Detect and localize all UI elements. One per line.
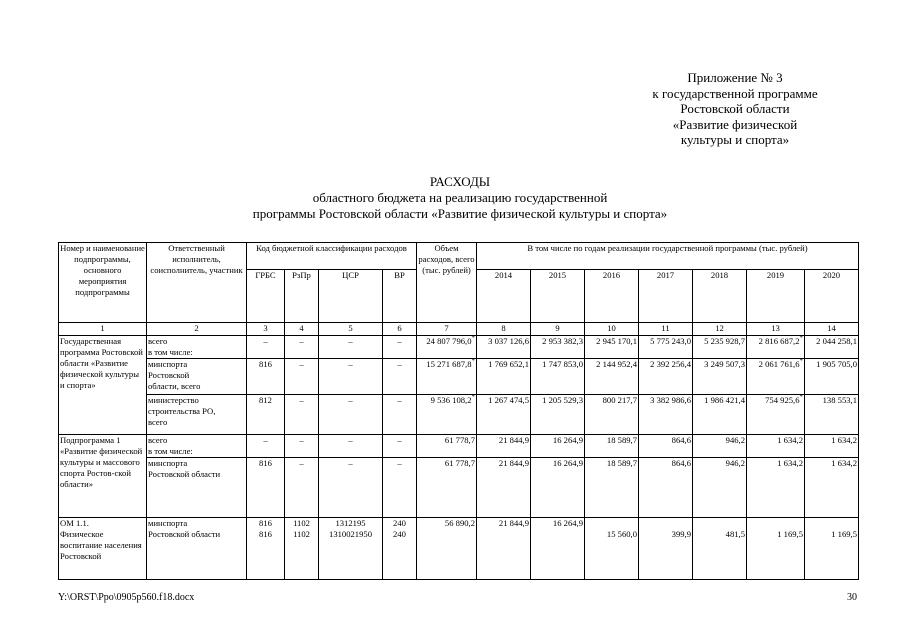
year-value: 5 235 928,7: [704, 336, 745, 346]
footnote-mark: *: [471, 335, 475, 343]
year-value-cell: [531, 518, 585, 580]
year-value-cell: [639, 458, 693, 518]
year-value: 946,2: [725, 458, 745, 468]
column-index: 4: [285, 323, 319, 336]
csr-cell: –: [319, 359, 383, 395]
executor-cell: минспорта Ростовской области, всего: [147, 359, 247, 395]
header-rzpr: РзПр: [285, 270, 319, 323]
table-row: [59, 518, 859, 580]
page-number: 30: [847, 592, 857, 603]
year-value-cell: [693, 359, 747, 395]
year-value-cell: [639, 395, 693, 435]
year-value-cell: [639, 336, 693, 359]
rzpr-cell: 1102 1102: [285, 518, 319, 580]
vr-cell: –: [383, 458, 417, 518]
column-index: 9: [531, 323, 585, 336]
year-value: 800 217,7: [602, 395, 637, 405]
expenses-table: [58, 242, 859, 580]
year-value: 16 264,9: [552, 458, 583, 468]
header-year: 2015: [531, 270, 585, 323]
year-value-cell: [693, 395, 747, 435]
appendix-block: [620, 70, 850, 148]
year-value: 2 945 170,1: [596, 336, 637, 346]
title-heading: РАСХОДЫ: [429, 174, 491, 189]
column-index: 6: [383, 323, 417, 336]
rzpr-cell: –: [285, 336, 319, 359]
year-value: 1 634,2: [777, 458, 803, 468]
year-value-cell: [747, 395, 805, 435]
total-value: 56 890,2: [444, 518, 475, 528]
year-value-cell: [531, 435, 585, 458]
vr-cell: 240 240: [383, 518, 417, 580]
appendix-line: Ростовской области: [680, 101, 790, 116]
year-value: 138 553,1: [822, 395, 857, 405]
table-row: [59, 435, 859, 458]
total-cell: [417, 395, 477, 435]
rzpr-cell: –: [285, 359, 319, 395]
year-value-cell: [639, 518, 693, 580]
year-value: 1 769 652,1: [488, 359, 529, 369]
year-value: 15 560,0: [606, 529, 637, 539]
grbs-cell: –: [247, 435, 285, 458]
table-row: [59, 458, 859, 518]
year-value-cell: [693, 458, 747, 518]
year-value-cell: [747, 359, 805, 395]
year-value: 2 061 761,6: [758, 359, 800, 369]
total-value: 61 778,7: [444, 435, 475, 445]
year-value: 3 249 507,3: [704, 359, 745, 369]
year-value-cell: [531, 458, 585, 518]
year-value: 1 905 705,0: [816, 359, 857, 369]
year-value-cell: [693, 518, 747, 580]
csr-cell: 1312195 1310021950: [319, 518, 383, 580]
document-title: [180, 174, 740, 222]
year-value-cell: [477, 359, 531, 395]
title-line: областного бюджета на реализацию государственной: [312, 190, 608, 205]
grbs-cell: 812: [247, 395, 285, 435]
column-index: 5: [319, 323, 383, 336]
year-value-cell: [585, 435, 639, 458]
year-value-cell: [585, 458, 639, 518]
column-index: 10: [585, 323, 639, 336]
year-value: 1 634,2: [831, 458, 857, 468]
year-value-cell: [693, 435, 747, 458]
year-value: 1 986 421,4: [704, 395, 745, 405]
header-name: Номер и наименование подпрограммы, основного мероприятия подпрограммы: [59, 243, 147, 323]
program-name-cell: Государственная программа Ростовской области «Развитие физической культуры и спорта»: [59, 336, 147, 435]
header-year: 2020: [805, 270, 859, 323]
column-index: 11: [639, 323, 693, 336]
total-value: 61 778,7: [444, 458, 475, 468]
footnote-mark: *: [799, 394, 803, 402]
appendix-line: к государственной программе: [652, 85, 818, 101]
header-year: 2016: [585, 270, 639, 323]
year-value-cell: [477, 395, 531, 435]
year-value-cell: [805, 458, 859, 518]
column-index: 14: [805, 323, 859, 336]
year-value-cell: [805, 435, 859, 458]
year-value: 864,6: [671, 435, 691, 445]
year-value-cell: [531, 395, 585, 435]
executor-cell: минспорта Ростовской области: [147, 518, 247, 580]
year-value: 2 953 382,3: [542, 336, 583, 346]
year-value-cell: [747, 518, 805, 580]
vr-cell: –: [383, 435, 417, 458]
table-row: [59, 359, 859, 395]
header-total: Объем расходов, всего (тыс. рублей): [417, 243, 477, 323]
year-value-cell: [747, 336, 805, 359]
executor-cell: министерство строительства РО, всего: [147, 395, 247, 435]
year-value: 1 169,5: [831, 529, 857, 539]
year-value-cell: [531, 336, 585, 359]
year-value: 399,9: [671, 529, 691, 539]
year-value-cell: [805, 518, 859, 580]
footnote-mark: *: [799, 358, 803, 366]
vr-cell: –: [383, 395, 417, 435]
vr-cell: –: [383, 336, 417, 359]
total-value: 9 536 108,2: [430, 395, 472, 405]
header-year: 2014: [477, 270, 531, 323]
year-value-cell: [693, 336, 747, 359]
header-code-group: Код бюджетной классификации расходов: [247, 243, 417, 270]
year-value-cell: [639, 435, 693, 458]
year-value-cell: [585, 518, 639, 580]
total-cell: [417, 435, 477, 458]
year-value-cell: [477, 435, 531, 458]
year-value: 754 925,6: [765, 395, 800, 405]
grbs-cell: 816: [247, 458, 285, 518]
year-value: 3 382 986,6: [650, 395, 691, 405]
year-value: 2 144 952,4: [596, 359, 637, 369]
column-index: 8: [477, 323, 531, 336]
year-value: 21 844,9: [498, 458, 529, 468]
csr-cell: –: [319, 435, 383, 458]
executor-cell: минспорта Ростовской области: [147, 458, 247, 518]
year-value: 864,6: [671, 458, 691, 468]
year-value: 5 775 243,0: [650, 336, 691, 346]
year-value: 16 264,9: [552, 518, 583, 528]
footnote-mark: *: [471, 358, 475, 366]
total-cell: [417, 518, 477, 580]
year-value-cell: [531, 359, 585, 395]
table-row: [59, 336, 859, 359]
title-line: программы Ростовской области «Развитие физической культуры и спорта»: [252, 206, 668, 221]
year-value-cell: [805, 395, 859, 435]
rzpr-cell: –: [285, 395, 319, 435]
program-name-cell: ОМ 1.1. Физическое воспитание населения Ростовской: [59, 518, 147, 580]
csr-cell: –: [319, 336, 383, 359]
total-cell: [417, 336, 477, 359]
grbs-cell: 816: [247, 359, 285, 395]
year-value-cell: [585, 395, 639, 435]
rzpr-cell: –: [285, 458, 319, 518]
appendix-line: культуры и спорта»: [680, 132, 790, 147]
year-value: 1 634,2: [831, 435, 857, 445]
year-value: 1 634,2: [777, 435, 803, 445]
column-index: 13: [747, 323, 805, 336]
year-value: 18 589,7: [606, 458, 637, 468]
appendix-line: Приложение № 3: [687, 70, 783, 85]
grbs-cell: –: [247, 336, 285, 359]
year-value: 1 747 853,0: [542, 359, 583, 369]
header-year: 2019: [747, 270, 805, 323]
year-value: 21 844,9: [498, 435, 529, 445]
executor-cell: всего в том числе:: [147, 336, 247, 359]
year-value: 2 816 687,2: [758, 336, 800, 346]
year-value: 1 169,5: [777, 529, 803, 539]
year-value-cell: [585, 359, 639, 395]
table-row: [59, 395, 859, 435]
year-value: 2 044 258,1: [816, 336, 857, 346]
header-year: 2018: [693, 270, 747, 323]
year-value: 3 037 126,6: [488, 336, 529, 346]
year-value: 481,5: [725, 529, 745, 539]
column-index: 2: [147, 323, 247, 336]
executor-cell: всего в том числе:: [147, 435, 247, 458]
total-cell: [417, 458, 477, 518]
column-index-row: [59, 323, 859, 336]
header-years-group: В том числе по годам реализации государственной программы (тыс. рублей): [477, 243, 859, 270]
column-index: 3: [247, 323, 285, 336]
column-index: 12: [693, 323, 747, 336]
year-value-cell: [805, 359, 859, 395]
vr-cell: –: [383, 359, 417, 395]
header-vr: ВР: [383, 270, 417, 323]
csr-cell: –: [319, 395, 383, 435]
appendix-line: «Развитие физической: [672, 116, 798, 132]
year-value: 16 264,9: [552, 435, 583, 445]
year-value-cell: [747, 458, 805, 518]
footnote-mark: *: [799, 335, 803, 343]
year-value-cell: [477, 518, 531, 580]
csr-cell: –: [319, 458, 383, 518]
year-value: 2 392 256,4: [650, 359, 691, 369]
header-grbs: ГРБС: [247, 270, 285, 323]
total-value: 15 271 687,8: [426, 359, 472, 369]
year-value: 946,2: [725, 435, 745, 445]
year-value: 1 205 529,3: [542, 395, 583, 405]
footnote-mark: *: [471, 394, 475, 402]
column-index: 1: [59, 323, 147, 336]
year-value-cell: [585, 336, 639, 359]
rzpr-cell: –: [285, 435, 319, 458]
year-value-cell: [477, 458, 531, 518]
year-value-cell: [477, 336, 531, 359]
header-csr: ЦСР: [319, 270, 383, 323]
total-cell: [417, 359, 477, 395]
year-value-cell: [805, 336, 859, 359]
year-value: 1 267 474,5: [488, 395, 529, 405]
year-value-cell: [639, 359, 693, 395]
year-value: 18 589,7: [606, 435, 637, 445]
header-year: 2017: [639, 270, 693, 323]
header-executor: Ответственный исполнитель, соисполнитель, участник: [147, 243, 247, 323]
year-value-cell: [747, 435, 805, 458]
file-path: Y:\ORST\Ppo\0905p560.f18.docx: [58, 592, 195, 603]
total-value: 24 807 796,0: [426, 336, 472, 346]
grbs-cell: 816 816: [247, 518, 285, 580]
program-name-cell: Подпрограмма 1 «Развитие физической культуры и массового спорта Ростов-ской области»: [59, 435, 147, 518]
column-index: 7: [417, 323, 477, 336]
year-value: 21 844,9: [498, 518, 529, 528]
